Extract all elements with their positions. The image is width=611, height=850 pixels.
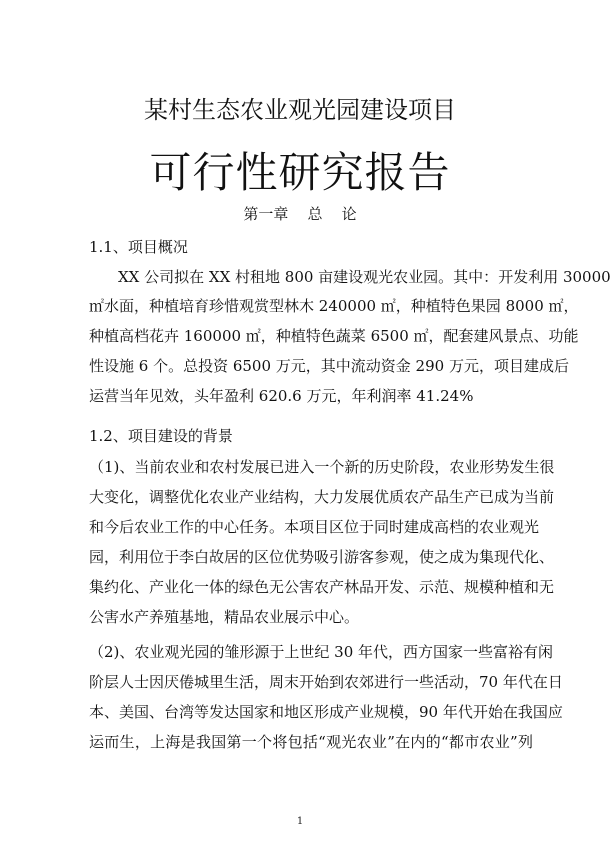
background-paragraph-2-line: （2)、农业观光园的雏形源于上世纪 30 年代，西方国家一些富裕有闲 <box>89 643 554 661</box>
section-heading-background: 1.2、项目建设的背景 <box>89 427 233 445</box>
background-paragraph-1-line: （1)、当前农业和农村发展已进入一个新的历史阶段，农业形势发生很 <box>89 458 555 476</box>
background-paragraph-1-line: 集约化、产业化一体的绿色无公害农产林品开发、示范、规模种植和无 <box>89 578 555 596</box>
background-paragraph-2-line: 运而生，上海是我国第一个将包括“观光农业”在内的“都市农业”列 <box>89 733 533 751</box>
overview-line: ㎡水面，种植培育珍惜观赏型林木 240000 ㎡，种植特色果园 8000 ㎡， <box>89 297 579 315</box>
section-heading-overview: 1.1、项目概况 <box>89 238 188 256</box>
overview-line: 运营当年见效，头年盈利 620.6 万元，年利润率 41.24% <box>89 387 474 405</box>
background-paragraph-1-line: 大变化，调整优化农业产业结构，大力发展优质农产品生产已成为当前 <box>89 488 555 506</box>
background-paragraph-2-line: 本、美国、台湾等发达国家和地区形成产业规模，90 年代开始在我国应 <box>89 703 563 721</box>
project-title: 某村生态农业观光园建设项目 <box>144 96 456 124</box>
overview-line: 种植高档花卉 160000 ㎡，种植特色蔬菜 6500 ㎡，配套建风景点、功能 <box>89 327 579 345</box>
background-paragraph-1-line: 公害水产养殖基地，精品农业展示中心。 <box>89 608 360 626</box>
overview-line: XX 公司拟在 XX 村租地 800 亩建设观光农业园。其中：开发利用 30000 <box>118 268 611 286</box>
overview-line: 性设施 6 个。总投资 6500 万元，其中流动资金 290 万元，项目建成后 <box>89 357 569 375</box>
page-number: 1 <box>296 816 304 827</box>
background-paragraph-1-line: 和今后农业工作的中心任务。本项目区位于同时建成高档的农业观光 <box>89 518 540 536</box>
report-title: 可行性研究报告 <box>149 148 451 197</box>
background-paragraph-2-line: 阶层人士因厌倦城里生活，周末开始到农郊进行一些活动，70 年代在日 <box>89 673 563 691</box>
background-paragraph-1-line: 园，利用位于李白故居的区位优势吸引游客参观，使之成为集现代化、 <box>89 548 555 566</box>
chapter-heading: 第一章 总 论 <box>243 205 357 223</box>
